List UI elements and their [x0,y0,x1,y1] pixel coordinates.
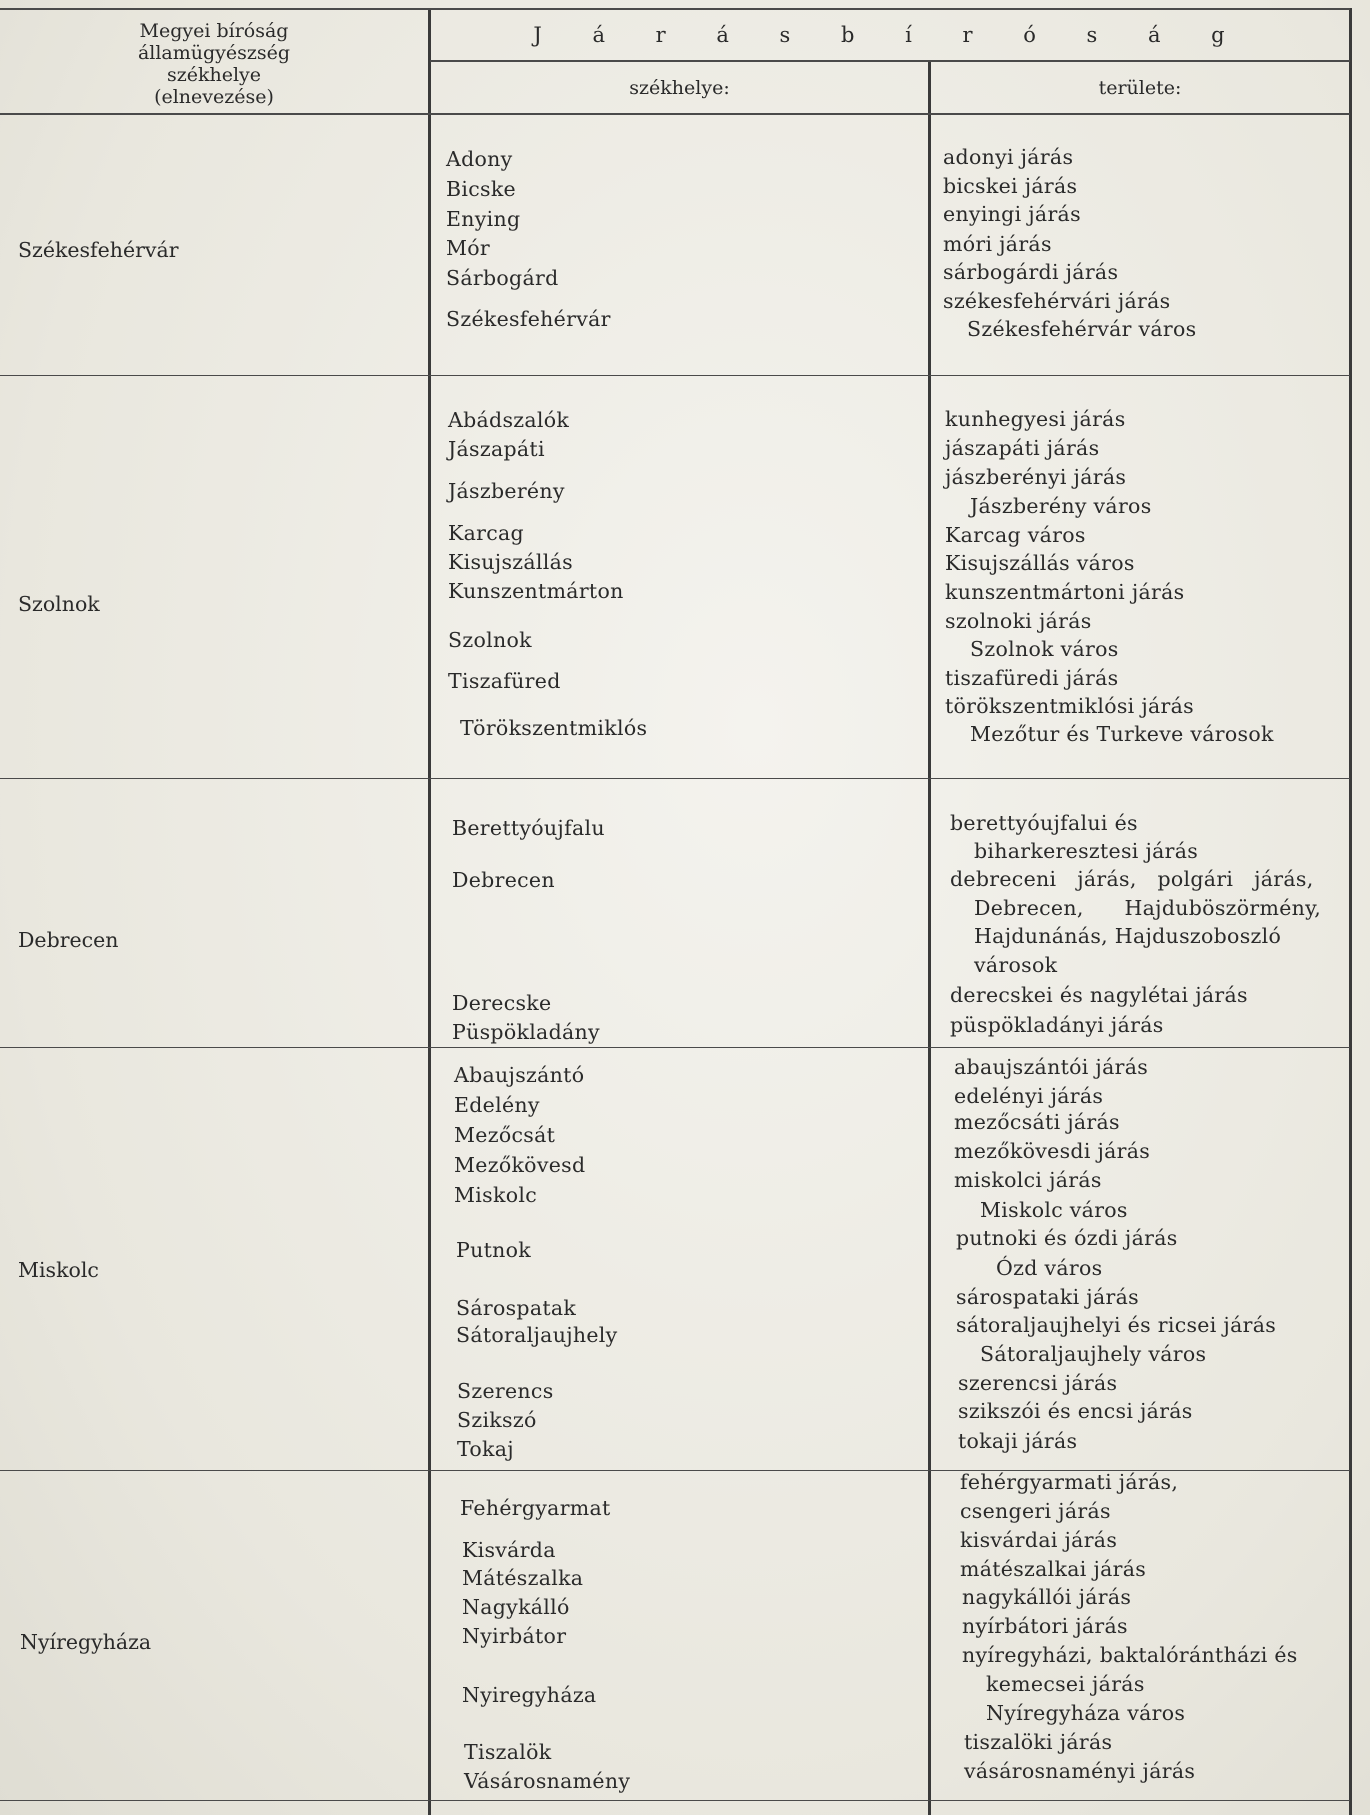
area: miskolci járás [954,1168,1102,1192]
area: csengeri járás [960,1499,1111,1523]
seat: Mezőcsát [454,1123,556,1147]
area: adonyi járás [943,145,1074,169]
area: bicskei járás [943,174,1078,198]
seat: Szikszó [457,1408,537,1432]
area: kisvárdai járás [960,1528,1118,1552]
seat: Derecske [452,991,552,1015]
seat: Vásárosnamény [464,1769,631,1793]
area: derecskei és nagylétai járás [950,983,1248,1007]
header-seat: székhelye: [629,77,730,99]
area: kemecsei járás [986,1672,1145,1696]
seat: Karcag [448,521,524,545]
seat: Jászapáti [448,437,545,461]
header-line: székhelye [166,64,262,86]
area: városok [974,953,1058,977]
section-rule [0,1047,1350,1048]
right-border [1349,8,1352,1815]
seat: Putnok [456,1238,532,1262]
area: mezőkövesdi járás [954,1139,1151,1163]
seat: Püspökladány [452,1020,600,1044]
seat: Fehérgyarmat [460,1496,611,1520]
seat: Mezőkövesd [454,1153,586,1177]
seat: Nyirbátor [462,1624,567,1648]
area: mátészalkai járás [960,1557,1147,1581]
area: enyingi járás [943,202,1081,226]
bottom-rule [0,1800,1350,1801]
header-county-court [0,20,428,108]
area: Székesfehérvár város [967,317,1197,341]
section-rule [0,375,1350,376]
seat: Jászberény [448,479,565,503]
area: törökszentmiklósi járás [945,694,1194,718]
header-line: (elnevezése) [154,86,274,108]
area: nyíregyházi, baktalórántházi és [962,1643,1298,1667]
seat: Miskolc [454,1183,537,1207]
area: Miskolc város [980,1198,1128,1222]
county-szolnok: Szolnok [18,592,100,616]
area: vásárosnaményi járás [964,1759,1196,1783]
seat: Kisujszállás [448,550,573,574]
area: mezőcsáti járás [954,1110,1120,1134]
area: Hajdunánás, Hajduszoboszló [974,924,1282,948]
area: edelényi járás [954,1084,1104,1108]
area: berettyóujfalui és [950,811,1138,835]
area: sárbogárdi járás [943,260,1119,284]
area: Debrecen, Hajduböszörmény, [974,896,1322,920]
area: Karcag város [945,523,1086,547]
county-nyiregyhaza: Nyíregyháza [20,1630,152,1654]
seat: Debrecen [452,868,555,892]
seat: Törökszentmiklós [460,716,648,740]
area: abaujszántói járás [954,1055,1149,1079]
county-szekesfehervar: Székesfehérvár [18,238,179,262]
seat: Székesfehérvár [446,307,611,331]
seat: Szerencs [457,1379,554,1403]
seat: Tokaj [457,1437,514,1461]
county-debrecen: Debrecen [18,928,119,952]
seat: Kisvárda [462,1538,556,1562]
area: tiszalöki járás [964,1730,1113,1754]
seat: Kunszentmárton [448,579,624,603]
area: püspökladányi járás [950,1013,1164,1037]
area: jászapáti járás [945,436,1100,460]
county-miskolc: Miskolc [18,1258,99,1282]
area: biharkeresztesi járás [974,839,1199,863]
seat: Berettyóujfalu [452,816,605,840]
header-line: államügyészség [137,42,291,64]
area: debreceni járás, polgári járás, [950,867,1314,891]
area: móri járás [943,232,1052,256]
area: szerencsi járás [958,1371,1118,1395]
header-bottom-rule [0,113,1350,115]
area: Szolnok város [970,637,1119,661]
seat: Abaujszántó [454,1063,585,1087]
area: tiszafüredi járás [945,666,1119,690]
area: Mezőtur és Turkeve városok [970,722,1274,746]
area: sátoraljaujhelyi és ricsei járás [956,1313,1277,1337]
seat: Enying [446,207,521,231]
area: tokaji járás [958,1429,1078,1453]
seat: Adony [446,147,513,171]
seat: Szolnok [448,628,532,652]
header-area: területe: [1098,77,1182,99]
column-divider-2 [928,60,931,1815]
seat: Nyiregyháza [462,1683,597,1707]
area: szolnoki járás [945,609,1092,633]
area: putnoki és ózdi járás [956,1226,1178,1250]
seat: Sátoraljaujhely [456,1323,618,1347]
seat: Nagykálló [462,1595,570,1619]
area: jászberényi járás [945,465,1127,489]
area: Ózd város [996,1256,1103,1280]
section-rule [0,778,1350,779]
area: Jászberény város [970,494,1152,518]
area: Nyíregyháza város [986,1701,1186,1725]
seat: Tiszafüred [448,669,561,693]
area: nagykállói járás [962,1585,1132,1609]
area: székesfehérvári járás [943,289,1171,313]
area: kunszentmártoni járás [945,580,1185,604]
area: szikszói és encsi járás [958,1399,1193,1423]
header-district-court: J á r á s b í r ó s á g [533,23,1247,47]
seat: Edelény [454,1093,540,1117]
seat: Bicske [446,177,516,201]
area: Sátoraljaujhely város [980,1342,1207,1366]
area: Kisujszállás város [945,551,1135,575]
seat: Mór [446,236,491,260]
seat: Tiszalök [464,1740,552,1764]
header-subdivider [430,60,1350,62]
top-border [0,8,1350,10]
area: kunhegyesi járás [945,407,1126,431]
seat: Mátészalka [462,1566,584,1590]
seat: Abádszalók [448,408,570,432]
column-divider-1 [428,8,431,1815]
area: fehérgyarmati járás, [960,1470,1179,1494]
header-line: Megyei bíróság [139,20,289,42]
area: sárospataki járás [956,1285,1139,1309]
seat: Sárospatak [456,1296,577,1320]
seat: Sárbogárd [446,266,559,290]
area: nyírbátori járás [962,1614,1128,1638]
